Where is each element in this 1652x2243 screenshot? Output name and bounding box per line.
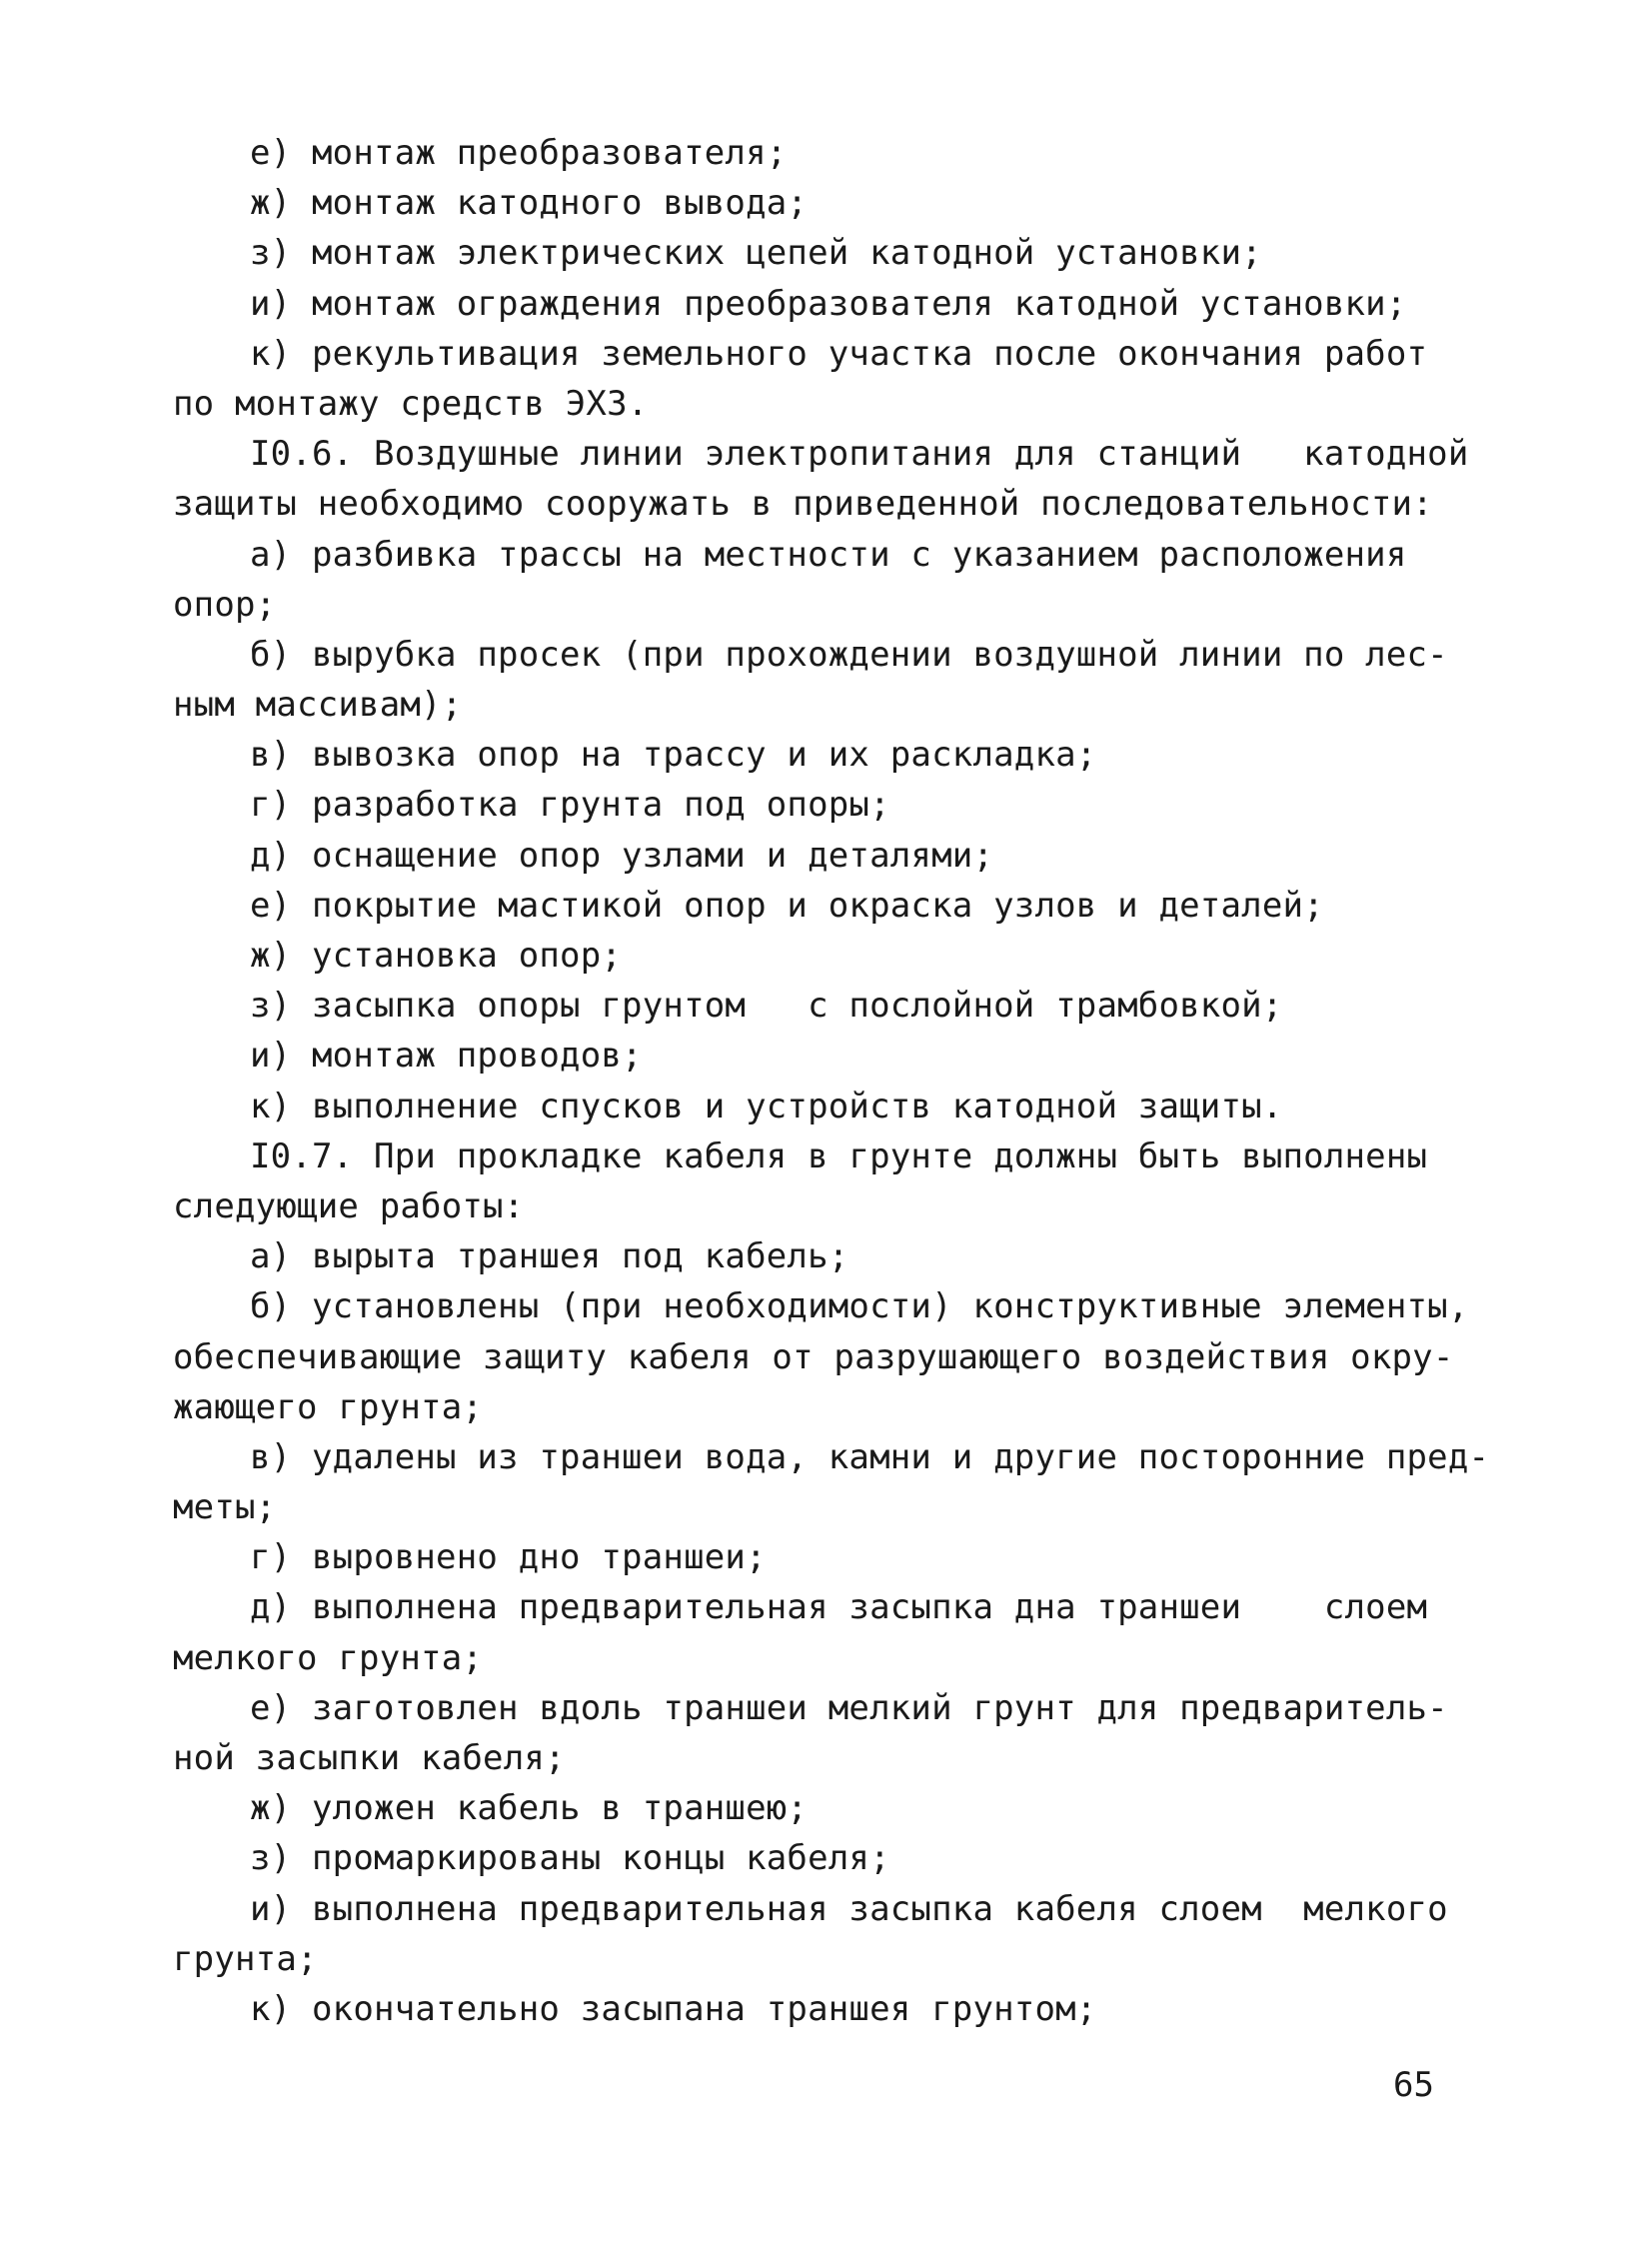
text-line: д) выполнена предварительная засыпка дна траншеи слоем	[250, 1587, 1428, 1628]
text-line: з) монтаж электрических цепей катодной установки;	[250, 233, 1262, 274]
text-line: I0.6. Воздушные линии электропитания для станций катодной	[250, 434, 1469, 475]
text-line: мелкого грунта;	[173, 1637, 484, 1678]
text-line: д) оснащение опор узлами и деталями;	[250, 835, 994, 876]
text-line: следующие работы:	[173, 1185, 525, 1226]
text-line: грунта;	[173, 1938, 318, 1979]
text-line: в) вывозка опор на трассу и их раскладка;	[250, 735, 1097, 776]
text-line: г) выровнено дно траншеи;	[250, 1537, 767, 1578]
text-line: I0.7. При прокладке кабеля в грунте должны быть выполнены	[250, 1135, 1428, 1176]
text-line: ной засыпки кабеля;	[173, 1738, 566, 1778]
text-line: з) засыпка опоры грунтом с послойной трамбовкой;	[250, 986, 1283, 1027]
text-line: защиты необходимо сооружать в приведенной последовательности:	[173, 484, 1433, 525]
text-line: и) монтаж проводов;	[250, 1036, 643, 1077]
text-line: е) покрытие мастикой опор и окраска узлов и деталей;	[250, 885, 1324, 926]
text-line: б) установлены (при необходимости) конструктивные элементы,	[250, 1286, 1469, 1327]
text-line: з) промаркированы концы кабеля;	[250, 1838, 890, 1879]
text-line: ж) уложен кабель в траншею;	[250, 1788, 809, 1829]
text-line: а) вырыта траншея под кабель;	[250, 1236, 849, 1277]
text-line: ным массивам);	[173, 685, 463, 726]
text-line: опор;	[173, 584, 277, 625]
text-line: по монтажу средств ЭХЗ.	[173, 383, 649, 424]
text-line: ж) установка опор;	[250, 936, 623, 976]
text-line: меты;	[173, 1487, 277, 1528]
text-line: к) выполнение спусков и устройств катодной защиты.	[250, 1086, 1283, 1126]
text-line: е) монтаж преобразователя;	[250, 133, 788, 173]
text-line: к) рекультивация земельного участка после окончания работ	[250, 333, 1428, 374]
text-line: а) разбивка трассы на местности с указанием расположения	[250, 534, 1407, 575]
text-line: обеспечивающие защиту кабеля от разрушающего воздействия окру-	[173, 1336, 1454, 1377]
document-body	[173, 128, 1490, 2034]
text-line: к) окончательно засыпана траншея грунтом;	[250, 1988, 1097, 2029]
text-line: е) заготовлен вдоль траншеи мелкий грунт для предваритель-	[250, 1687, 1448, 1728]
text-line: г) разработка грунта под опоры;	[250, 785, 890, 826]
text-line: б) вырубка просек (при прохождении воздушной линии по лес-	[250, 634, 1448, 675]
text-line: жающего грунта;	[173, 1386, 484, 1427]
text-line: и) выполнена предварительная засыпка кабеля слоем мелкого	[250, 1888, 1448, 1929]
text-line: в) удалены из траншеи вода, камни и другие посторонние пред-	[250, 1436, 1490, 1477]
text-line: ж) монтаж катодного вывода;	[250, 183, 809, 224]
text-line: и) монтаж ограждения преобразователя катодной установки;	[250, 283, 1407, 324]
page-number: 65	[1393, 2065, 1434, 2105]
